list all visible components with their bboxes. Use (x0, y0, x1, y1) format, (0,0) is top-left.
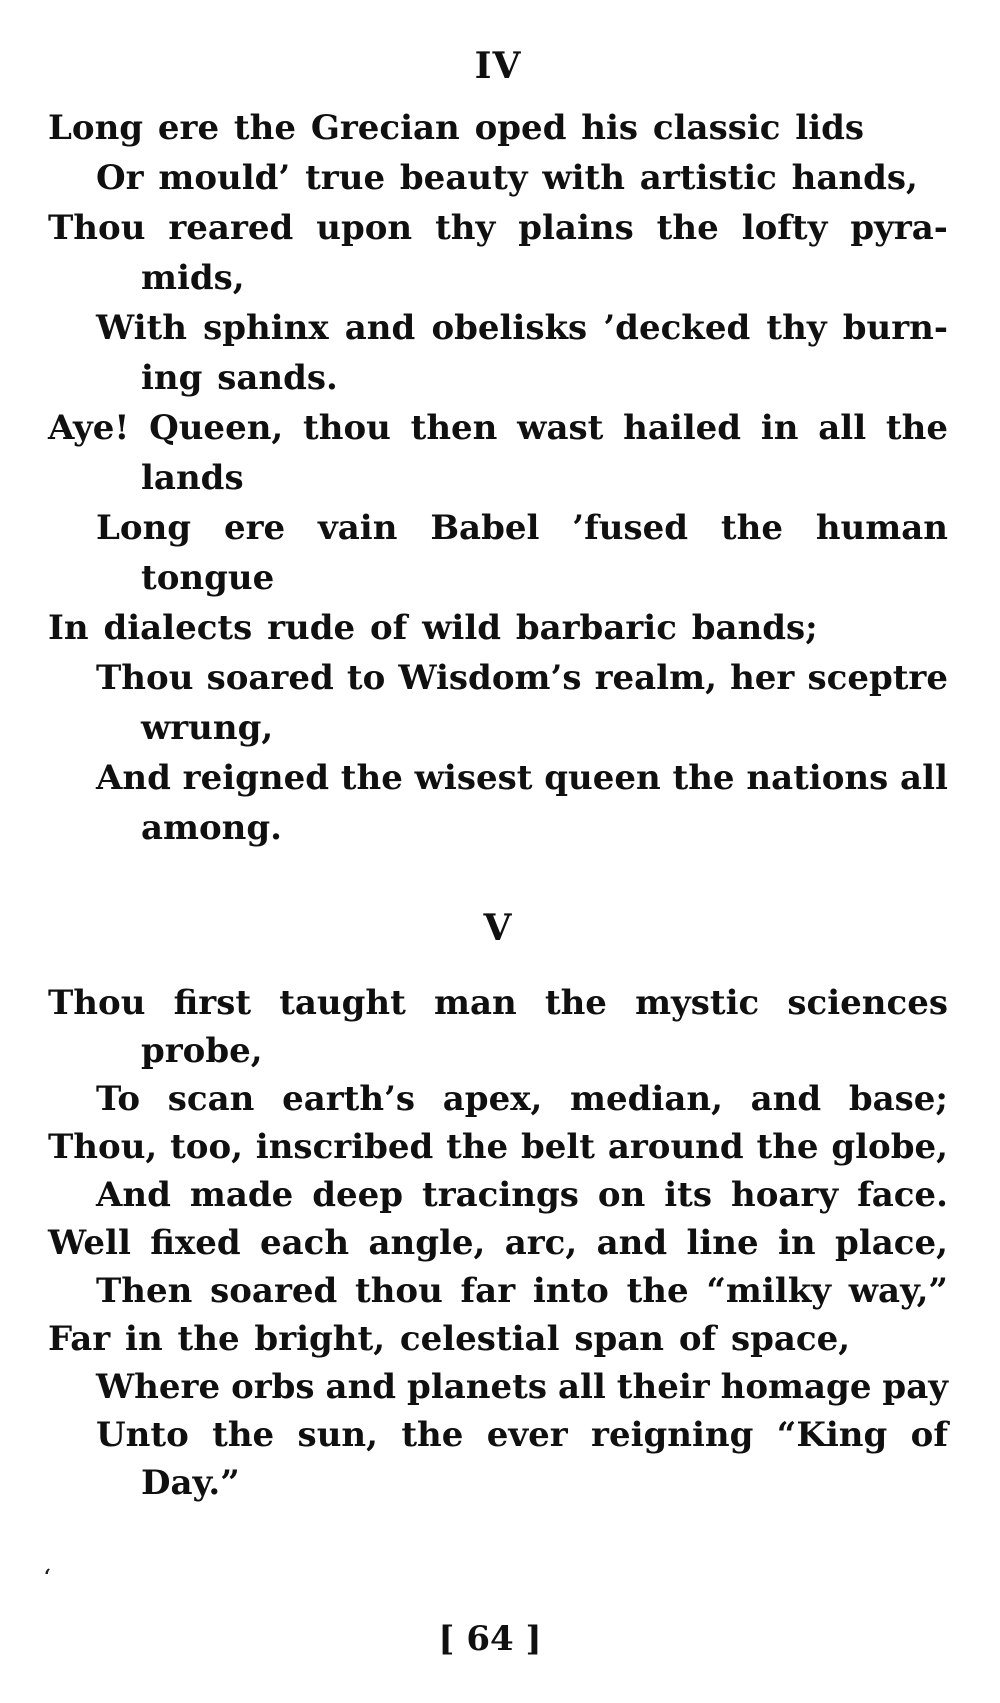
poem-line: Long ere vain Babel ’fused the human (96, 508, 948, 548)
poem-line: Well fixed each angle, arc, and line in place, (48, 1223, 948, 1263)
stanza-iv (48, 103, 948, 853)
poem-line: And made deep tracings on its hoary face. (96, 1175, 948, 1215)
stanza-v (48, 979, 948, 1507)
poem-line: Or mould’ true beauty with artistic hands, (96, 158, 918, 198)
poem-line: wrung, (141, 708, 274, 748)
poem-line: Thou reared upon thy plains the lofty pyra- (48, 208, 948, 248)
poem-line: And reigned the wisest queen the nations all (96, 758, 948, 798)
poem-line: mids, (141, 258, 245, 298)
poem-line: In dialects rude of wild barbaric bands; (48, 608, 818, 648)
poem-line: Long ere the Grecian oped his classic lids (48, 108, 865, 148)
poem-line: Aye! Queen, thou then wast hailed in all the (48, 408, 948, 448)
page-number: [ 64 ] (438, 1619, 542, 1659)
poem-line: With sphinx and obelisks ’decked thy burn- (96, 308, 948, 348)
section-heading-v: V (483, 907, 513, 949)
poem-line: Far in the bright, celestial span of space, (48, 1319, 851, 1359)
poem-line: among. (141, 808, 283, 848)
ink-speck-mark: ‘ (44, 1564, 51, 1588)
poem-line: Where orbs and planets all their homage pay (96, 1367, 948, 1407)
poem-line: Thou, too, inscribed the belt around the globe, (48, 1127, 948, 1167)
poem-line: ing sands. (141, 358, 338, 398)
poem-line: Then soared thou far into the “milky way,” (96, 1271, 948, 1311)
poem-line: tongue (141, 558, 275, 598)
poem-line: Day.” (141, 1463, 240, 1503)
poem-line: To scan earth’s apex, median, and base; (96, 1079, 948, 1119)
poem-line: Thou soared to Wisdom’s realm, her sceptre (96, 658, 948, 698)
poem-line: lands (141, 458, 244, 498)
poem-line: Unto the sun, the ever reigning “King of (96, 1415, 948, 1455)
section-heading-iv: IV (474, 45, 522, 87)
poem-line: probe, (141, 1031, 263, 1071)
poem-line: Thou first taught man the mystic sciences (48, 983, 948, 1023)
